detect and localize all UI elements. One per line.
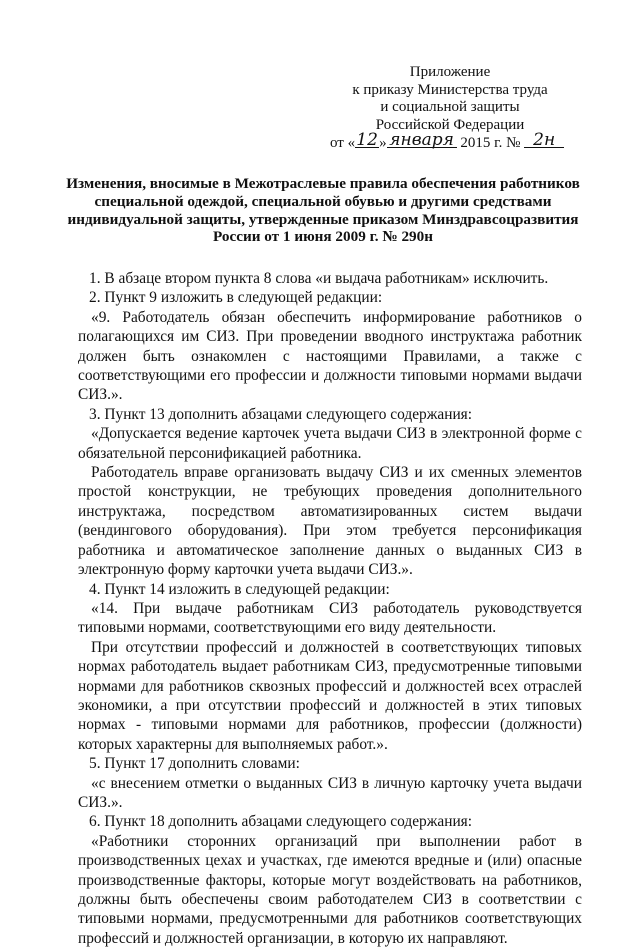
date-prefix: от « (330, 135, 356, 151)
handwritten-day: 12 (356, 130, 378, 150)
appendix-block (330, 64, 570, 153)
date-year: 2015 г. № (460, 135, 521, 151)
paragraph-1: 1. В абзаце втором пункта 8 слова «и выдача работникам» исключить. (89, 270, 549, 287)
appendix-line-1: Приложение (409, 64, 491, 80)
appendix-line-2: к приказу Министерства труда (352, 81, 548, 98)
paragraph-13: «Работники сторонних организаций при выполнении работ в производственных цехах и участках, где имеются вредные и (или) опасные производственные факторы, которые могут воздействовать на работников, должны быть обеспечены своим работодателем СИЗ в соответствии с типовыми нормами, предусмотренными для работников соответствующих профессий и должностей организации, в которую их направляют. (78, 832, 582, 947)
order-date-line (330, 130, 570, 153)
appendix-line-4: Российской Федерации (375, 116, 525, 133)
paragraph-6: Работодатель вправе организовать выдачу СИЗ и их сменных элементов простой конструкции, не требующих проведения дополнительного инструктажа, посредством автоматизированных систем выдачи (вендингового оборудования). При этом требуется персонификация работника и автоматическое заполнение данных о выданных СИЗ в электронную форму карточки учета выдачи СИЗ.». (78, 464, 582, 579)
paragraph-11: «с внесением отметки о выданных СИЗ в личную карточку учета выдачи СИЗ.». (78, 774, 582, 811)
paragraph-8: «14. При выдаче работникам СИЗ работодатель руководствуется типовыми нормами, соответствующими его виду деятельности. (78, 599, 582, 637)
paragraph-9: При отсутствии профессий и должностей в соответствующих типовых нормах работодатель выдает работникам СИЗ, предусмотренные типовыми нормами для работников сквозных профессий и должностей всех отраслей экономики, а при отсутствии профессий и должностей в этих типовых нормах - типовыми нормами для работников, профессии (должности) которых характерны для выполняемых работ.». (78, 638, 582, 753)
paragraph-12: 6. Пункт 18 дополнить абзацами следующего содержания: (89, 813, 473, 831)
date-mid: » (379, 135, 387, 151)
handwritten-month: января (387, 133, 457, 148)
paragraph-4: 3. Пункт 13 дополнить абзацами следующего содержания: (89, 405, 473, 423)
paragraph-3: «9. Работодатель обязан обеспечить информирование работников о полагающихся им СИЗ. При проведении вводного инструктажа работник должен быть ознакомлен с настоящими Правилами, а также с соответствующими его профессии и должности типовыми нормами выдачи СИЗ.». (78, 308, 582, 404)
paragraph-2: 2. Пункт 9 изложить в следующей редакции: (89, 289, 383, 307)
handwritten-order-number: 2н (524, 133, 564, 148)
document-title: Изменения, вносимые в Межотраслевые правила обеспечения работников специальной одеждой, специальной обувью и другими средствами индивидуальной защиты, утвержденные приказом Минздравсоцразвития России от 1 июня 2009 г. № 290н (66, 175, 580, 246)
paragraph-5: «Допускается ведение карточек учета выдачи СИЗ в электронной форме с обязательной персонификацией работника. (78, 425, 582, 462)
paragraph-7: 4. Пункт 14 изложить в следующей редакции: (89, 580, 390, 598)
document-body (78, 269, 582, 948)
appendix-line-3: и социальной защиты (380, 99, 520, 115)
paragraph-10: 5. Пункт 17 дополнить словами: (89, 755, 300, 773)
